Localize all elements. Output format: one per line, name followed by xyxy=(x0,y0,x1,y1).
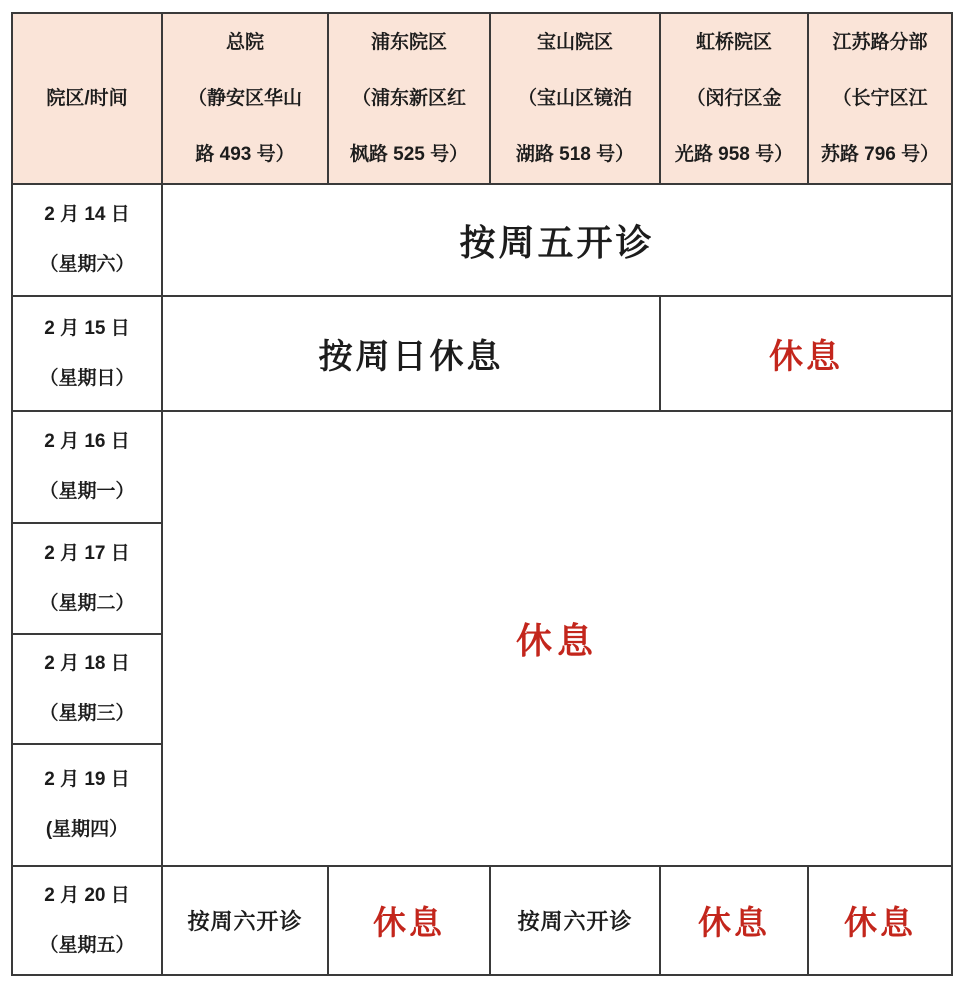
date-label: 2 月 17 日 xyxy=(44,542,130,564)
schedule-cell-feb20-pudong-rest: 休息 xyxy=(328,866,490,975)
campus-address-line1: （宝山区镜泊 xyxy=(517,87,632,109)
date-label: 2 月 14 日 xyxy=(44,204,130,225)
weekday-label: （星期二） xyxy=(39,592,135,614)
date-label: 2 月 19 日 xyxy=(44,769,130,790)
campus-address-line1: （闵行区金 xyxy=(686,87,782,109)
corner-header-cell xyxy=(12,13,162,184)
schedule-cell-feb15-main-pudong-baoshan: 按周日休息 xyxy=(162,296,660,411)
campus-name: 宝山院区 xyxy=(536,31,613,53)
row-feb14 xyxy=(12,184,952,296)
weekday-label: （星期五） xyxy=(39,934,135,956)
schedule-cell-feb20-main: 按周六开诊 xyxy=(162,866,328,975)
date-label: 2 月 16 日 xyxy=(44,431,130,452)
schedule-cell-feb14-all-campuses: 按周五开诊 xyxy=(162,184,952,296)
weekday-label: (星期四） xyxy=(45,819,129,840)
date-cell-feb16 xyxy=(12,411,162,523)
header-row xyxy=(12,13,952,184)
campus-address-line2: 光路 958 号） xyxy=(674,143,794,165)
campus-address-line2: 苏路 796 号） xyxy=(820,143,940,165)
weekday-label: （星期三） xyxy=(39,703,135,724)
campus-address-line2: 路 493 号） xyxy=(195,143,295,165)
date-cell-feb18 xyxy=(12,634,162,744)
campus-header-baoshan xyxy=(490,13,660,184)
campus-header-main xyxy=(162,13,328,184)
date-cell-feb17 xyxy=(12,523,162,634)
row-feb16 xyxy=(12,411,952,523)
date-label: 2 月 15 日 xyxy=(44,317,130,339)
weekday-label: （星期一） xyxy=(39,481,135,502)
date-cell-feb20 xyxy=(12,866,162,975)
row-feb20 xyxy=(12,866,952,975)
campus-address-line2: 枫路 525 号） xyxy=(349,143,469,165)
weekday-label: （星期六） xyxy=(39,254,135,275)
campus-address-line2: 湖路 518 号） xyxy=(515,143,635,165)
date-cell-feb15 xyxy=(12,296,162,411)
date-cell-feb19 xyxy=(12,744,162,866)
row-feb15 xyxy=(12,296,952,411)
campus-name: 浦东院区 xyxy=(370,31,447,53)
campus-name: 总院 xyxy=(225,31,264,53)
campus-header-hongqiao xyxy=(660,13,808,184)
schedule-cell-feb20-baoshan: 按周六开诊 xyxy=(490,866,660,975)
weekday-label: （星期日） xyxy=(39,367,135,389)
schedule-cell-feb15-hongqiao-jiangsulu-rest: 休息 xyxy=(660,296,952,411)
campus-address-line1: （长宁区江 xyxy=(832,87,928,109)
schedule-cell-feb20-jiangsulu-rest: 休息 xyxy=(808,866,952,975)
corner-header-label: 院区/时间 xyxy=(46,87,128,109)
date-cell-feb14 xyxy=(12,184,162,296)
campus-header-pudong xyxy=(328,13,490,184)
campus-address-line1: （浦东新区红 xyxy=(351,87,466,109)
campus-address-line1: （静安区华山 xyxy=(187,87,302,109)
hospital-schedule-table xyxy=(11,12,953,976)
date-label: 2 月 18 日 xyxy=(44,653,130,674)
schedule-cell-feb16-to-feb19-all-campuses-rest: 休息 xyxy=(162,411,952,866)
schedule-cell-feb20-hongqiao-rest: 休息 xyxy=(660,866,808,975)
campus-header-jiangsulu xyxy=(808,13,952,184)
campus-name: 江苏路分部 xyxy=(832,31,928,53)
campus-name: 虹桥院区 xyxy=(695,31,772,53)
date-label: 2 月 20 日 xyxy=(44,884,130,906)
